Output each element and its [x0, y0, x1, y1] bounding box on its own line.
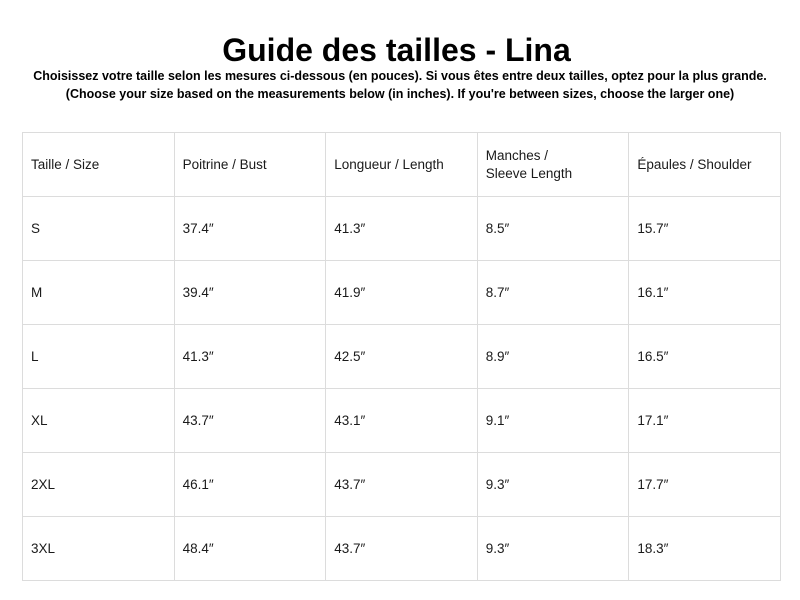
cell-sleeve: 8.9″	[477, 325, 629, 389]
header-sleeve	[477, 133, 629, 197]
cell-sleeve: 8.7″	[477, 261, 629, 325]
cell-size: L	[23, 325, 175, 389]
header-bust: Poitrine / Bust	[174, 133, 326, 197]
cell-shoulder: 18.3″	[629, 517, 781, 581]
header-length: Longueur / Length	[326, 133, 478, 197]
header-sleeve-line2: Sleeve Length	[485, 165, 573, 181]
cell-shoulder: 15.7″	[629, 197, 781, 261]
page-title: Guide des tailles - Lina	[222, 32, 571, 69]
header-size: Taille / Size	[23, 133, 175, 197]
cell-shoulder: 17.7″	[629, 453, 781, 517]
cell-size: M	[23, 261, 175, 325]
cell-sleeve: 9.3″	[477, 517, 629, 581]
cell-bust: 43.7″	[174, 389, 326, 453]
header-sleeve-line1: Manches /	[485, 147, 549, 163]
table-row	[23, 261, 781, 325]
cell-size: 2XL	[23, 453, 175, 517]
table-row	[23, 325, 781, 389]
cell-bust: 46.1″	[174, 453, 326, 517]
cell-sleeve: 9.1″	[477, 389, 629, 453]
header-shoulder: Épaules / Shoulder	[629, 133, 781, 197]
subtitle-english: (Choose your size based on the measurements below (in inches). If you're between sizes, choose the larger one)	[65, 87, 735, 101]
cell-size: XL	[23, 389, 175, 453]
table-row	[23, 197, 781, 261]
cell-length: 41.3″	[326, 197, 478, 261]
cell-length: 43.1″	[326, 389, 478, 453]
table-row	[23, 517, 781, 581]
table-header-row	[23, 133, 781, 197]
cell-length: 43.7″	[326, 517, 478, 581]
cell-sleeve: 8.5″	[477, 197, 629, 261]
subtitle-french: Choisissez votre taille selon les mesures ci-dessous (en pouces). Si vous êtes entre deux tailles, optez pour la plus grande.	[33, 69, 767, 83]
size-guide-table	[22, 132, 781, 581]
cell-bust: 48.4″	[174, 517, 326, 581]
cell-sleeve: 9.3″	[477, 453, 629, 517]
cell-bust: 39.4″	[174, 261, 326, 325]
cell-shoulder: 17.1″	[629, 389, 781, 453]
cell-shoulder: 16.5″	[629, 325, 781, 389]
cell-length: 41.9″	[326, 261, 478, 325]
cell-shoulder: 16.1″	[629, 261, 781, 325]
table-row	[23, 389, 781, 453]
table-row	[23, 453, 781, 517]
cell-size: S	[23, 197, 175, 261]
cell-size: 3XL	[23, 517, 175, 581]
cell-length: 42.5″	[326, 325, 478, 389]
cell-bust: 37.4″	[174, 197, 326, 261]
cell-length: 43.7″	[326, 453, 478, 517]
cell-bust: 41.3″	[174, 325, 326, 389]
